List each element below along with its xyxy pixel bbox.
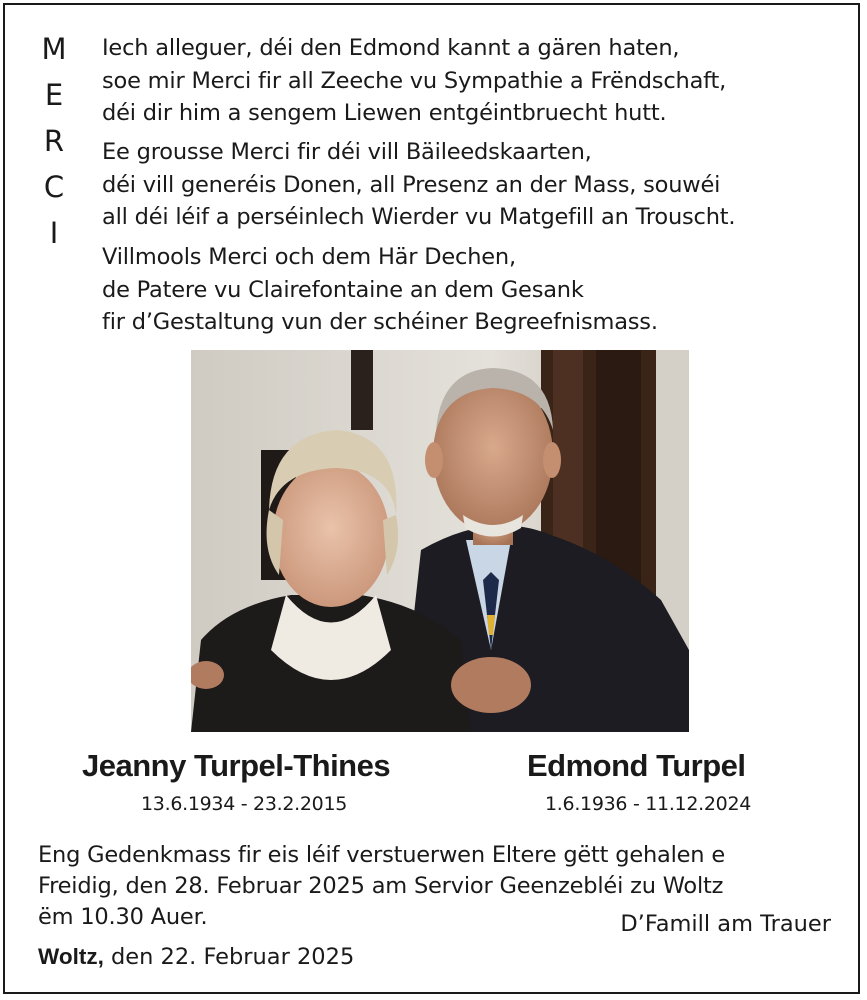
thanks-paragraph-1 (102, 32, 726, 130)
verse-line: déi vill generéis Donen, all Presenz an der Mass, souwéi (102, 171, 721, 198)
life-dates-edmond: 1.6.1936 - 11.12.2024 (545, 793, 752, 815)
acrostic-letter: M (41, 32, 67, 66)
merci-acrostic (34, 26, 74, 256)
verse-line: déi dir him a sengem Liewen entgéintbruecht hutt. (102, 100, 667, 126)
acrostic-letter: C (43, 170, 65, 204)
acrostic-letter: R (43, 124, 65, 158)
verse-line: Ee grousse Merci fir déi vill Bäileedskaarten, (102, 139, 592, 165)
notice-line: Eng Gedenkmass fir eis léif verstuerwen Eltere gëtt gehalen e (38, 842, 725, 868)
notice-line: ëm 10.30 Auer. (38, 904, 208, 930)
verse-line: Villmools Merci och dem Här Dechen, (102, 244, 516, 270)
place-town: Woltz, (38, 944, 104, 969)
verse-line: fir d’Gestaltung vun der schéiner Begreefnismass. (102, 309, 658, 335)
couple-photo-illustration (191, 350, 689, 732)
acrostic-letter: I (49, 216, 59, 250)
thanks-paragraph-2 (102, 136, 735, 234)
verse-line: Iech alleguer, déi den Edmond kannt a gären haten, (102, 35, 680, 61)
life-dates-jeanny: 13.6.1934 - 23.2.2015 (141, 793, 348, 815)
verse-line: soe mir Merci fir all Zeeche vu Sympathie a Frëndschaft, (102, 67, 727, 94)
person-name-jeanny: Jeanny Turpel-Thines (82, 748, 391, 783)
thanks-paragraph-3 (102, 241, 658, 339)
acrostic-letter: E (44, 78, 64, 112)
verse-line: all déi léif a perséinlech Wierder vu Matgefill an Trouscht. (102, 204, 736, 230)
notice-line: Freidig, den 28. Februar 2025 am Servior Geenzebléi zu Woltz (38, 873, 724, 899)
place-and-date (38, 944, 354, 970)
family-signature: D’Famill am Trauer (620, 911, 831, 937)
place-date: den 22. Februar 2025 (110, 944, 355, 970)
person-name-edmond: Edmond Turpel (527, 748, 746, 783)
verse-line: de Patere vu Clairefontaine an dem Gesank (102, 276, 584, 303)
couple-photo (191, 350, 689, 732)
